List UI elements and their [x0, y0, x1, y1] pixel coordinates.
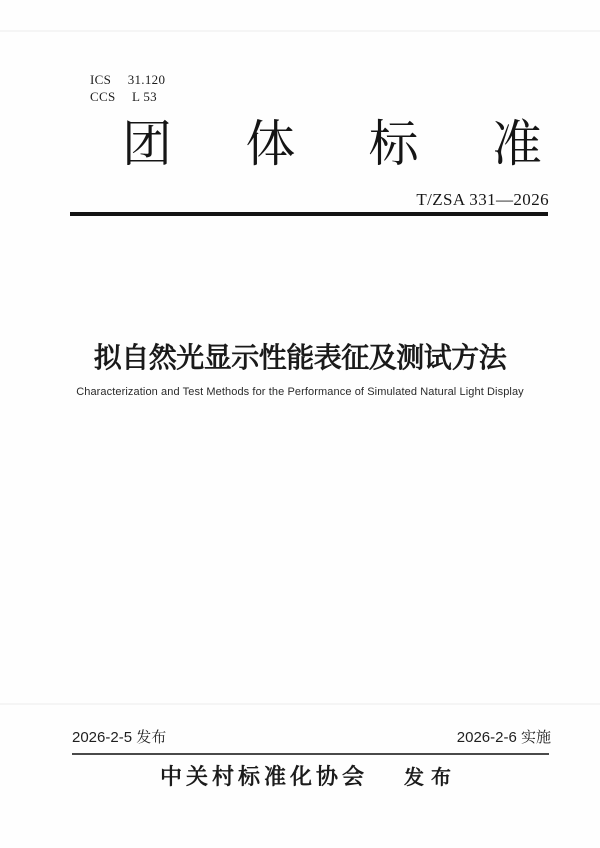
issue-date: 2026-2-5 发布: [72, 729, 167, 746]
ccs-code-line: [90, 88, 157, 105]
ics-label: ICS: [90, 72, 112, 87]
scan-artifact: [0, 703, 600, 705]
standard-type-char: 准: [491, 116, 542, 172]
implementation-date: 2026-2-6 实施: [456, 729, 551, 746]
publish-action-label: 发布: [404, 767, 458, 789]
standard-title-en: Characterization and Test Methods for the Performance of Simulated Natural Light Display: [76, 386, 524, 398]
standard-type-char: 体: [245, 116, 296, 172]
date-row: [72, 729, 551, 747]
standard-type-char: 团: [122, 116, 172, 172]
ics-code-line: [90, 71, 165, 88]
standard-type-title: [122, 118, 542, 172]
standard-type-char: 标: [368, 116, 419, 172]
footer-rule: [72, 753, 549, 755]
header-rule: [70, 212, 548, 216]
scan-artifact: [0, 30, 600, 32]
ics-code: 31.120: [127, 72, 166, 87]
ccs-code: L 53: [132, 89, 157, 104]
publisher-row: [70, 763, 548, 792]
ccs-label: CCS: [90, 89, 116, 104]
publisher-name: 中关村标准化协会: [159, 764, 368, 789]
doc-number: T/ZSA 331—2026: [416, 190, 549, 209]
standard-title-cn: 拟自然光显示性能表征及测试方法: [93, 342, 507, 373]
